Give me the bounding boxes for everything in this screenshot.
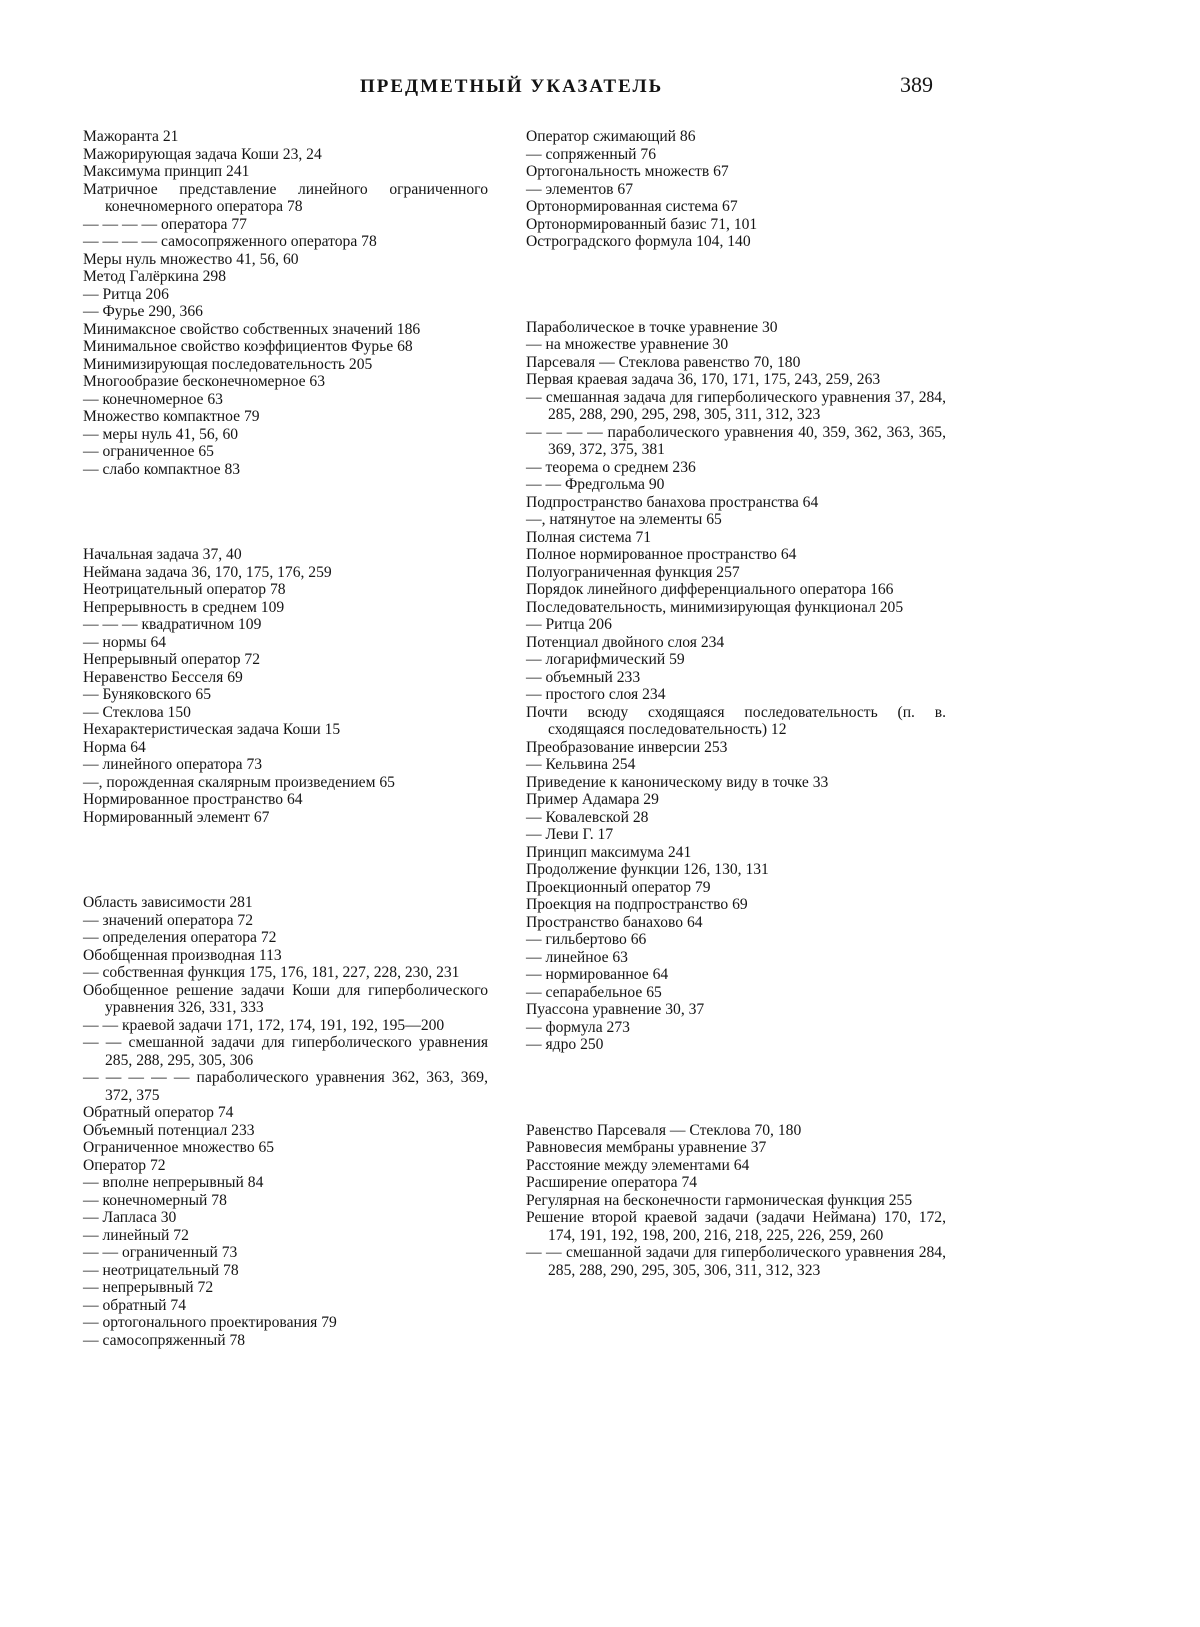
index-entry: — Ковалевской 28 <box>526 808 649 826</box>
index-entry: Неотрицательный оператор 78 <box>83 581 286 598</box>
index-entry: Проекционный оператор 79 <box>526 878 711 896</box>
index-entry: — — — квадратичном 109 <box>83 616 262 633</box>
index-entry: Нормированное пространство 64 <box>83 791 303 808</box>
index-entry: Равенство Парсеваля — Стеклова 70, 180 <box>526 1121 802 1139</box>
index-letter-group <box>83 546 488 826</box>
index-entry: — — — — параболического уравнения 40, 359, 362, 363, 365, 369, 372, 375, 381 <box>526 423 946 458</box>
index-entry: — простого слоя 234 <box>526 686 666 703</box>
index-column-right <box>526 128 946 1347</box>
index-entry: — Ритца 206 <box>526 616 612 633</box>
index-entry: — значений оператора 72 <box>83 911 253 929</box>
index-entry: Мажорирующая задача Коши 23, 24 <box>83 145 322 163</box>
index-entry: — — смешанной задачи для гиперболического уравнения 284, 285, 288, 290, 295, 305, 306, 311, 312, 323 <box>526 1244 946 1279</box>
index-entry: Подпространство банахова пространства 64 <box>526 493 819 511</box>
index-entry: — сепарабельное 65 <box>526 983 662 1001</box>
index-entry: — — — — — параболического уравнения 362, 363, 369, 372, 375 <box>83 1069 488 1104</box>
index-entry: Полное нормированное пространство 64 <box>526 546 797 563</box>
index-entry: Метод Галёркина 298 <box>83 268 227 285</box>
index-entry: — Леви Г. 17 <box>526 826 614 843</box>
index-entry: — Буняковского 65 <box>83 686 212 703</box>
index-entry: — Кельвина 254 <box>526 756 636 773</box>
index-entry: Продолжение функции 126, 130, 131 <box>526 861 769 878</box>
index-entry: Обобщенное решение задачи Коши для гиперболического уравнения 326, 331, 333 <box>83 981 488 1016</box>
index-entry: Область зависимости 281 <box>83 894 253 911</box>
index-entry: Множество компактное 79 <box>83 408 260 425</box>
index-entry: Параболическое в точке уравнение 30 <box>526 318 778 336</box>
index-entry: Неймана задача 36, 170, 175, 176, 259 <box>83 563 332 581</box>
index-entry: — конечномерный 78 <box>83 1191 227 1209</box>
index-entry: Ортонормированная система 67 <box>526 198 738 215</box>
index-entry: — Лапласа 30 <box>83 1209 177 1226</box>
index-entry: — смешанная задача для гиперболического уравнения 37, 284, 285, 288, 290, 295, 298, 305, 311, 312, 323 <box>526 388 946 423</box>
index-entry: Нехарактеристическая задача Коши 15 <box>83 721 341 738</box>
index-entry: — ядро 250 <box>526 1036 604 1053</box>
index-entry: Пример Адамара 29 <box>526 791 659 808</box>
index-entry: Многообразие бесконечномерное 63 <box>83 373 326 390</box>
index-entry: — элементов 67 <box>526 180 634 198</box>
index-entry: Матричное представление линейного ограниченного конечномерного оператора 78 <box>83 180 488 215</box>
index-column-left <box>83 128 488 1417</box>
index-entry: Приведение к каноническому виду в точке 33 <box>526 773 829 791</box>
index-letter-group <box>526 319 946 1054</box>
index-entry: Парсеваля — Стеклова равенство 70, 180 <box>526 353 801 371</box>
index-entry: Почти всюду сходящаяся последовательность (п. в. сходящаяся последовательность) 12 <box>526 703 946 738</box>
index-letter-group <box>83 128 488 478</box>
index-entry: Оператор 72 <box>83 1156 166 1174</box>
index-entry: Первая краевая задача 36, 170, 171, 175, 243, 259, 263 <box>526 371 881 388</box>
index-entry: — — — — оператора 77 <box>83 215 247 233</box>
index-entry: — обратный 74 <box>83 1296 187 1314</box>
index-entry: Нормированный элемент 67 <box>83 808 270 826</box>
index-entry: Меры нуль множество 41, 56, 60 <box>83 250 299 268</box>
index-entry: Минимаксное свойство собственных значений 186 <box>83 320 421 338</box>
index-entry: — собственная функция 175, 176, 181, 227, 228, 230, 231 <box>83 964 460 981</box>
index-entry: Обобщенная производная 113 <box>83 946 282 964</box>
index-entry: Норма 64 <box>83 738 146 756</box>
index-entry: — теорема о среднем 236 <box>526 458 696 476</box>
index-entry: — — смешанной задачи для гиперболического уравнения 285, 288, 295, 305, 306 <box>83 1034 488 1069</box>
index-entry: — конечномерное 63 <box>83 390 223 408</box>
index-entry: Обратный оператор 74 <box>83 1104 234 1121</box>
index-entry: — объемный 233 <box>526 668 641 686</box>
index-entry: Минимальное свойство коэффициентов Фурье 68 <box>83 338 413 355</box>
index-entry: — — ограниченный 73 <box>83 1244 238 1261</box>
page-title: ПРЕДМЕТНЫЙ УКАЗАТЕЛЬ <box>360 76 664 97</box>
index-entry: Объемный потенциал 233 <box>83 1121 255 1139</box>
index-entry: Минимизирующая последовательность 205 <box>83 355 373 373</box>
page-number: 389 <box>900 72 933 97</box>
index-entry: Неравенство Бесселя 69 <box>83 668 243 686</box>
index-entry: — Фурье 290, 366 <box>83 303 203 320</box>
index-entry: — вполне непрерывный 84 <box>83 1174 264 1191</box>
index-entry: — ортогонального проектирования 79 <box>83 1314 337 1331</box>
index-entry: Непрерывный оператор 72 <box>83 651 261 668</box>
index-entry: — неотрицательный 78 <box>83 1261 239 1279</box>
index-entry: Максимума принцип 241 <box>83 163 250 180</box>
index-entry: — сопряженный 76 <box>526 145 657 163</box>
index-entry: — логарифмический 59 <box>526 651 685 668</box>
index-entry: Преобразование инверсии 253 <box>526 738 728 756</box>
index-entry: — нормы 64 <box>83 633 167 651</box>
index-entry: — нормированное 64 <box>526 966 669 983</box>
index-entry: Регулярная на бесконечности гармоническая функция 255 <box>526 1191 913 1209</box>
index-entry: —, натянутое на элементы 65 <box>526 511 722 528</box>
page-header <box>0 72 1200 106</box>
index-entry: Ограниченное множество 65 <box>83 1139 275 1156</box>
index-entry: —, порожденная скалярным произведением 65 <box>83 773 395 791</box>
index-entry: Оператор сжимающий 86 <box>526 128 696 145</box>
index-entry: Решение второй краевой задачи (задачи Неймана) 170, 172, 174, 191, 192, 198, 200, 216, 218, 225, 226, 259, 260 <box>526 1209 946 1244</box>
index-entry: Полуограниченная функция 257 <box>526 563 740 581</box>
index-letter-group <box>526 1122 946 1280</box>
index-entry: Пространство банахово 64 <box>526 913 703 931</box>
index-entry: Непрерывность в среднем 109 <box>83 598 285 616</box>
index-entry: — линейное 63 <box>526 948 628 966</box>
index-entry: Расстояние между элементами 64 <box>526 1156 750 1174</box>
index-entry: — непрерывный 72 <box>83 1279 214 1296</box>
index-entry: — меры нуль 41, 56, 60 <box>83 425 239 443</box>
index-entry: Порядок линейного дифференциального оператора 166 <box>526 581 894 598</box>
index-entry: Полная система 71 <box>526 528 652 546</box>
index-entry: Ортогональность множеств 67 <box>526 163 729 180</box>
index-entry: Мажоранта 21 <box>83 128 179 145</box>
index-entry: Потенциал двойного слоя 234 <box>526 633 725 651</box>
index-entry: — самосопряженный 78 <box>83 1331 246 1349</box>
index-entry: — Ритца 206 <box>83 285 169 303</box>
index-entry: — — Фредгольма 90 <box>526 476 665 493</box>
index-entry: — линейный 72 <box>83 1226 189 1244</box>
index-entry: Пуассона уравнение 30, 37 <box>526 1001 705 1018</box>
index-entry: — — краевой задачи 171, 172, 174, 191, 192, 195—200 <box>83 1016 445 1034</box>
index-entry: — определения оператора 72 <box>83 929 277 946</box>
index-entry: — — — — самосопряженного оператора 78 <box>83 233 377 250</box>
index-entry: — на множестве уравнение 30 <box>526 336 729 353</box>
index-entry: — ограниченное 65 <box>83 443 214 460</box>
index-entry: Расширение оператора 74 <box>526 1174 698 1191</box>
index-entry: Последовательность, минимизирующая функционал 205 <box>526 598 904 616</box>
index-entry: Ортонормированный базис 71, 101 <box>526 215 758 233</box>
index-entry: — Стеклова 150 <box>83 703 191 721</box>
index-entry: — слабо компактное 83 <box>83 460 241 478</box>
index-entry: Равновесия мембраны уравнение 37 <box>526 1139 767 1156</box>
index-entry: — линейного оператора 73 <box>83 756 263 773</box>
index-entry: — гильбертово 66 <box>526 931 647 948</box>
index-letter-group <box>83 894 488 1349</box>
index-entry: — формула 273 <box>526 1018 630 1036</box>
index-entry: Проекция на подпространство 69 <box>526 896 748 913</box>
index-letter-group <box>526 128 946 251</box>
index-entry: Остроградского формула 104, 140 <box>526 233 751 250</box>
index-entry: Начальная задача 37, 40 <box>83 546 242 563</box>
index-entry: Принцип максимума 241 <box>526 843 692 861</box>
